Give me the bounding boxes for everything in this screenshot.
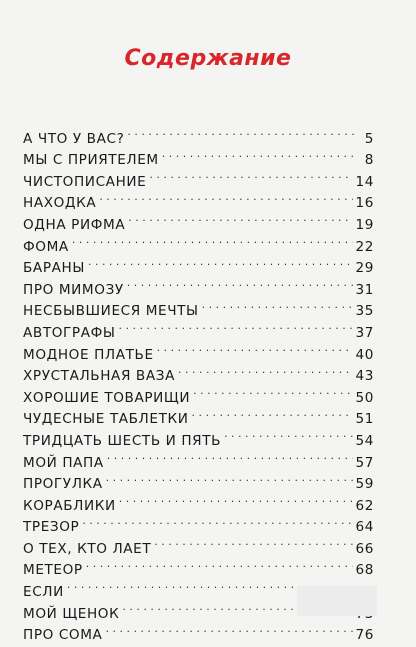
toc-dot-leader [88, 251, 353, 273]
toc-entry-title: МЕТЕОР [23, 562, 83, 579]
toc-entry-page: 62 [355, 497, 374, 514]
toc-entry-page: 19 [355, 216, 374, 233]
toc-entry-page: 54 [355, 432, 374, 449]
toc-dot-leader [149, 164, 352, 186]
toc-entry-title: БАРАНЫ [23, 260, 85, 277]
toc-entry-page: 76 [355, 627, 374, 644]
toc-entry-page: 29 [355, 260, 374, 277]
toc-entry-page: 35 [355, 303, 374, 320]
toc-dot-leader [106, 467, 353, 489]
toc-entry-title: ФОМА [23, 238, 69, 255]
toc-entry-title: ХРУСТАЛЬНАЯ ВАЗА [23, 368, 175, 385]
toc-entry-title: ПРОГУЛКА [23, 476, 103, 493]
toc-dot-leader [128, 207, 352, 229]
toc-entry-title: МЫ С ПРИЯТЕЛЕМ [23, 152, 159, 169]
toc-entry-page: 64 [355, 519, 374, 536]
toc-entry-page: 51 [355, 411, 374, 428]
toc-dot-leader [154, 531, 352, 553]
toc-entry [23, 251, 374, 277]
toc-entry-page: 8 [364, 152, 374, 169]
toc-dot-leader [86, 553, 353, 575]
table-of-contents [23, 121, 374, 644]
toc-dot-leader [162, 143, 355, 165]
toc-entry [23, 229, 374, 255]
toc-dot-leader [82, 510, 352, 532]
toc-entry-page: 50 [355, 389, 374, 406]
toc-entry-page: 57 [355, 454, 374, 471]
toc-entry-page: 40 [355, 346, 374, 363]
toc-entry-page: 14 [355, 173, 374, 190]
toc-dot-leader [193, 380, 352, 402]
toc-dot-leader [127, 121, 355, 143]
toc-entry-page: 59 [355, 476, 374, 493]
toc-entry-title: А ЧТО У ВАС? [23, 130, 125, 147]
toc-entry-page: 22 [355, 238, 374, 255]
toc-dot-leader [127, 272, 353, 294]
toc-entry-title: О ТЕХ, КТО ЛАЕТ [23, 540, 152, 557]
toc-dot-leader [119, 488, 353, 510]
page-title: Содержание [124, 46, 292, 71]
toc-entry-page: 5 [364, 130, 374, 147]
toc-entry-page: 31 [355, 281, 374, 298]
toc-entry-title: АВТОГРАФЫ [23, 324, 116, 341]
toc-dot-leader [119, 315, 353, 337]
toc-entry-title: ПРО МИМОЗУ [23, 281, 124, 298]
toc-dot-leader [72, 229, 353, 251]
toc-entry-page: 43 [355, 368, 374, 385]
toc-entry-page: 68 [355, 562, 374, 579]
toc-entry-title: КОРАБЛИКИ [23, 497, 116, 514]
toc-entry-title: МОЙ ПАПА [23, 454, 104, 471]
toc-entry-title: ТРЕЗОР [23, 519, 80, 536]
toc-entry-title: ЧИСТОПИСАНИЕ [23, 173, 147, 190]
toc-entry-title: ХОРОШИЕ ТОВАРИЩИ [23, 389, 191, 406]
toc-entry-title: НАХОДКА [23, 195, 97, 212]
toc-entry-title: ТРИДЦАТЬ ШЕСТЬ И ПЯТЬ [23, 432, 222, 449]
toc-entry-page: 66 [355, 540, 374, 557]
toc-entry-title: ПРО СОМА [23, 627, 103, 644]
toc-entry-title: МОДНОЕ ПЛАТЬЕ [23, 346, 154, 363]
toc-entry-title: НЕСБЫВШИЕСЯ МЕЧТЫ [23, 303, 199, 320]
toc-entry-title: ЕСЛИ [23, 584, 64, 601]
toc-dot-leader [192, 402, 353, 424]
toc-dot-leader [202, 294, 353, 316]
toc-entry-title: ЧУДЕСНЫЕ ТАБЛЕТКИ [23, 411, 189, 428]
toc-dot-leader [157, 337, 353, 359]
toc-dot-leader [99, 186, 352, 208]
toc-dot-leader [224, 423, 352, 445]
toc-dot-leader [178, 359, 353, 381]
page-shadow-decoration [297, 586, 377, 616]
toc-entry-page: 16 [355, 195, 374, 212]
toc-entry-title: ОДНА РИФМА [23, 216, 126, 233]
toc-entry-title: МОЙ ЩЕНОК [23, 605, 120, 622]
toc-dot-leader [105, 618, 352, 640]
toc-entry [23, 121, 374, 147]
toc-entry-page: 37 [355, 324, 374, 341]
toc-dot-leader [107, 445, 353, 467]
